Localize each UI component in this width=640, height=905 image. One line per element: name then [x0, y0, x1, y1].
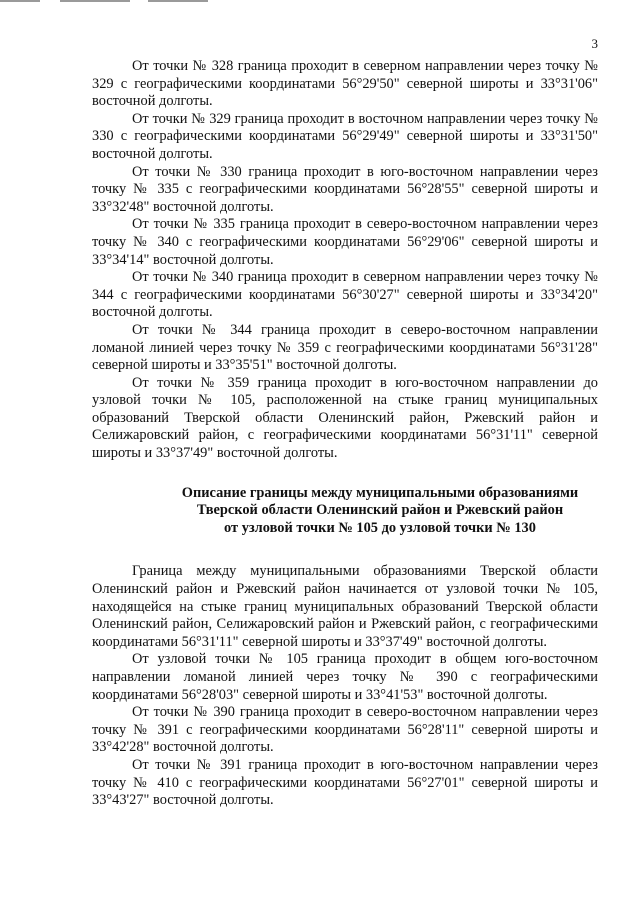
paragraph: От точки № 391 граница проходит в юго-восточном направлении через точку № 410 с географическими координатами 56°27'01" северной широты и 33°43'27" восточной долготы.: [92, 756, 598, 809]
paragraph: От точки № 390 граница проходит в северо-восточном направлении через точку № 391 с географическими координатами 56°28'11" северной широты и 33°42'28" восточной долготы.: [92, 704, 598, 756]
paragraph: От точки № 340 граница проходит в северном направлении через точку № 344 с географическими координатами 56°30'27" северной широты и 33°34'20" восточной долготы.: [92, 269, 598, 321]
paragraph: Граница между муниципальными образованиями Тверской области Оленинский район и Ржевский район начинается от узловой точки № 105, находящейся на стыке границ муниципальных образований Тверской области Оленинский район, Селижаровский район и Ржевский район, с географическими координатами 56°31'11" северной широты и 33°37'49" восточной долготы.: [92, 563, 598, 650]
heading-line: от узловой точки № 105 до узловой точки № 130: [224, 519, 536, 536]
page-number: 3: [591, 36, 598, 51]
scan-edge-marks: [0, 0, 640, 6]
heading-line: Описание границы между муниципальными образованиями: [181, 484, 579, 501]
heading-line: Тверской области Оленинский район и Ржевский район: [196, 502, 564, 519]
paragraph: От точки № 328 граница проходит в северном направлении через точку № 329 с географическими координатами 56°29'50" северной широты и 33°31'06" восточной долготы.: [92, 58, 598, 110]
paragraphs-before: [92, 58, 598, 463]
paragraph: От точки № 329 граница проходит в восточном направлении через точку № 330 с географическими координатами 56°29'49" северной широты и 33°31'50" восточной долготы.: [92, 110, 598, 162]
paragraph: От точки № 330 граница проходит в юго-восточном направлении через точку № 335 с географическими координатами 56°28'55" северной широты и 33°32'48" восточной долготы.: [92, 163, 598, 215]
paragraph: От узловой точки № 105 граница проходит в общем юго-восточном направлении ломаной линией через точку № 390 с географическими координатами 56°28'03" северной широты и 33°41'53" восточной долготы.: [92, 651, 598, 703]
paragraph: От точки № 335 граница проходит в северо-восточном направлении через точку № 340 с географическими координатами 56°29'06" северной широты и 33°34'14" восточной долготы.: [92, 216, 598, 268]
paragraph: От точки № 359 граница проходит в юго-восточном направлении до узловой точки № 105, расположенной на стыке границ муниципальных образований Тверской области Оленинский район, Ржевский район и Селижаровский район, с географическими координатами 56°31'11" северной широты и 33°37'49" восточной долготы.: [92, 374, 598, 462]
paragraphs-after: [92, 563, 598, 809]
document-body: [92, 58, 598, 810]
scan-mark: [148, 0, 208, 2]
paragraph: От точки № 344 граница проходит в северо-восточном направлении ломаной линией через точку № 359 с географическими координатами 56°31'28" северной широты и 33°35'51" восточной долготы.: [92, 321, 598, 374]
scan-mark: [60, 0, 130, 2]
scan-mark: [0, 0, 40, 2]
section-heading: [92, 485, 598, 538]
